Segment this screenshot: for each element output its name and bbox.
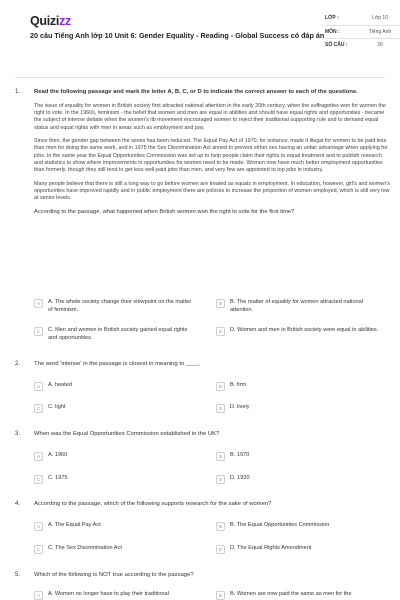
option-letter-box: C (34, 475, 43, 484)
logo-text-main: Quizi (30, 14, 60, 28)
option-text: A. 1960 (48, 452, 68, 458)
option-text: D. 1920 (230, 475, 250, 481)
option-b[interactable] (216, 522, 384, 531)
option-text: D. lively (230, 404, 250, 410)
option-a[interactable] (34, 522, 194, 531)
question-body (34, 572, 390, 580)
question-body (34, 431, 390, 439)
option-d[interactable] (216, 545, 384, 554)
option-a[interactable] (34, 382, 194, 391)
option-letter-box: A (34, 591, 43, 600)
option-b[interactable] (216, 299, 384, 314)
option-letter-box: B (216, 382, 225, 391)
option-letter-box: A (34, 299, 43, 308)
passage-paragraph: Many people believe that there is still a long way to go before women are treated as equals in employment. In education, however, girl's and women's opportunities have improved rapidly and in public employment there are policies to increase the proportion of women employed, which is still very low at senior levels. (34, 180, 390, 202)
worksheet-meta-table (325, 12, 400, 52)
option-text: B. The matter of equality for women attracted national attention. (230, 299, 363, 313)
option-letter-box: A (34, 522, 43, 531)
meta-value: Tiếng Anh (368, 28, 392, 35)
option-d[interactable] (216, 404, 376, 413)
logo-text-accent: zz (59, 14, 71, 28)
option-text: D. The Equal Rights Amendment (230, 545, 312, 551)
meta-row-class (325, 12, 400, 26)
option-letter-box: D (216, 404, 225, 413)
option-letter-box: C (34, 404, 43, 413)
option-d[interactable] (216, 475, 376, 484)
option-text: C. The Sex Discrimination Act (48, 545, 122, 551)
question-stem: According to the passage, which of the following supports research for the sake of women? (34, 501, 272, 507)
question-stem: Read the following passage and mark the letter A, B, C, or D to indicate the correct answer to each of the questions. (34, 89, 358, 95)
question-body (34, 89, 390, 217)
option-letter-box: B (216, 299, 225, 308)
meta-row-subject (325, 26, 400, 40)
option-letter-box: B (216, 522, 225, 531)
meta-value: 20 (377, 42, 383, 49)
option-a[interactable] (34, 591, 204, 600)
option-text: A. The Equal Pay Act (48, 522, 101, 528)
option-letter-box: D (216, 545, 225, 554)
option-c[interactable] (34, 327, 194, 342)
meta-label: MÔN : (325, 28, 340, 35)
option-a[interactable] (34, 452, 194, 461)
meta-row-count (325, 39, 400, 52)
question-number: 3. (15, 431, 21, 437)
sub-question: According to the passage, what happened when British women won the right to vote for the first time? (34, 208, 295, 215)
option-c[interactable] (34, 545, 194, 554)
option-b[interactable] (216, 382, 376, 391)
passage-paragraph: Since then, the gender gap between the sexes has been reduced. The Equal Pay Act of 1970, for instance, made it illegal for women to be paid less than men for doing the same work, and in 1975 the Sex Discrimination Act aimed to prevent either sex having an unfair advantage when applying for jobs. In the same year the Equal Opportunities Commission was set up to help people claim their rights to equal treatment and to publish research and statistics to show where improvements in opportunities for women need to be made. Women now have much better employment opportunities than formerly, though they still tend to get less well-paid jobs than men, and very few are appointed to top jobs in industry. (34, 138, 388, 174)
meta-value: Lớp 10 (372, 15, 388, 21)
worksheet-header (15, 0, 392, 78)
question-stem: The word 'intense' in the passage is closest in meaning to ____. (34, 361, 201, 367)
passage-paragraph: The issue of equality for women in British society first attracted national attention in the early 20th century, when the suffragettes won for women the right to vote. In the 1960s, feminism - the belief that women and men are equal in abilities and should have equal rights and opportunities - became the subject of intense debate when the women's lib movement encouraged women to reject their traditional supporting role and to demand equal status and equal rights with men in areas such as employment and pay. (34, 102, 386, 131)
meta-label: LỚP : (325, 15, 339, 22)
question-stem: When was the Equal Opportunities Commission established in the UK? (34, 431, 220, 437)
option-letter-box: C (34, 327, 43, 336)
question-body (34, 501, 390, 509)
option-b[interactable] (216, 452, 376, 461)
question-number: 1. (15, 89, 21, 95)
option-text: A. The whole society change their viewpoint on the matter of feminism. (48, 299, 192, 313)
option-text: A. Women no longer have to play their traditional (48, 591, 169, 597)
question-number: 2. (15, 361, 21, 367)
option-b[interactable] (216, 591, 388, 600)
meta-label: SỐ CÂU : (325, 42, 348, 49)
option-text: B. The Equal Opportunities Commission (230, 522, 330, 528)
option-text: B. 1970 (230, 452, 250, 458)
option-c[interactable] (34, 475, 194, 484)
question-body (34, 361, 390, 369)
question-number: 4. (15, 501, 21, 507)
option-letter-box: A (34, 382, 43, 391)
option-letter-box: D (216, 475, 225, 484)
option-d[interactable] (216, 327, 388, 336)
option-letter-box: B (216, 591, 225, 600)
option-text: C. 1975 (48, 475, 68, 481)
option-letter-box: D (216, 327, 225, 336)
option-text: C. Men and women in British society gained equal rights and opportunities. (48, 327, 188, 341)
quizizz-logo[interactable] (30, 13, 71, 29)
question-number: 5. (15, 572, 21, 578)
option-a[interactable] (34, 299, 194, 314)
option-text: C. light (48, 404, 66, 410)
option-text: D. Women and men in British society were equal in abilities. (230, 327, 379, 333)
option-text: A. heated (48, 382, 72, 388)
option-c[interactable] (34, 404, 194, 413)
option-text: B. firm (230, 382, 247, 388)
option-letter-box: C (34, 545, 43, 554)
worksheet-title: 20 câu Tiếng Anh lớp 10 Unit 6: Gender Equality - Reading - Global Success có đáp án (30, 31, 325, 40)
question-stem: Which of the following is NOT true according to the passage? (34, 572, 194, 578)
option-text: B. Women are now paid the same as men for the (230, 591, 352, 597)
option-letter-box: A (34, 452, 43, 461)
option-letter-box: B (216, 452, 225, 461)
